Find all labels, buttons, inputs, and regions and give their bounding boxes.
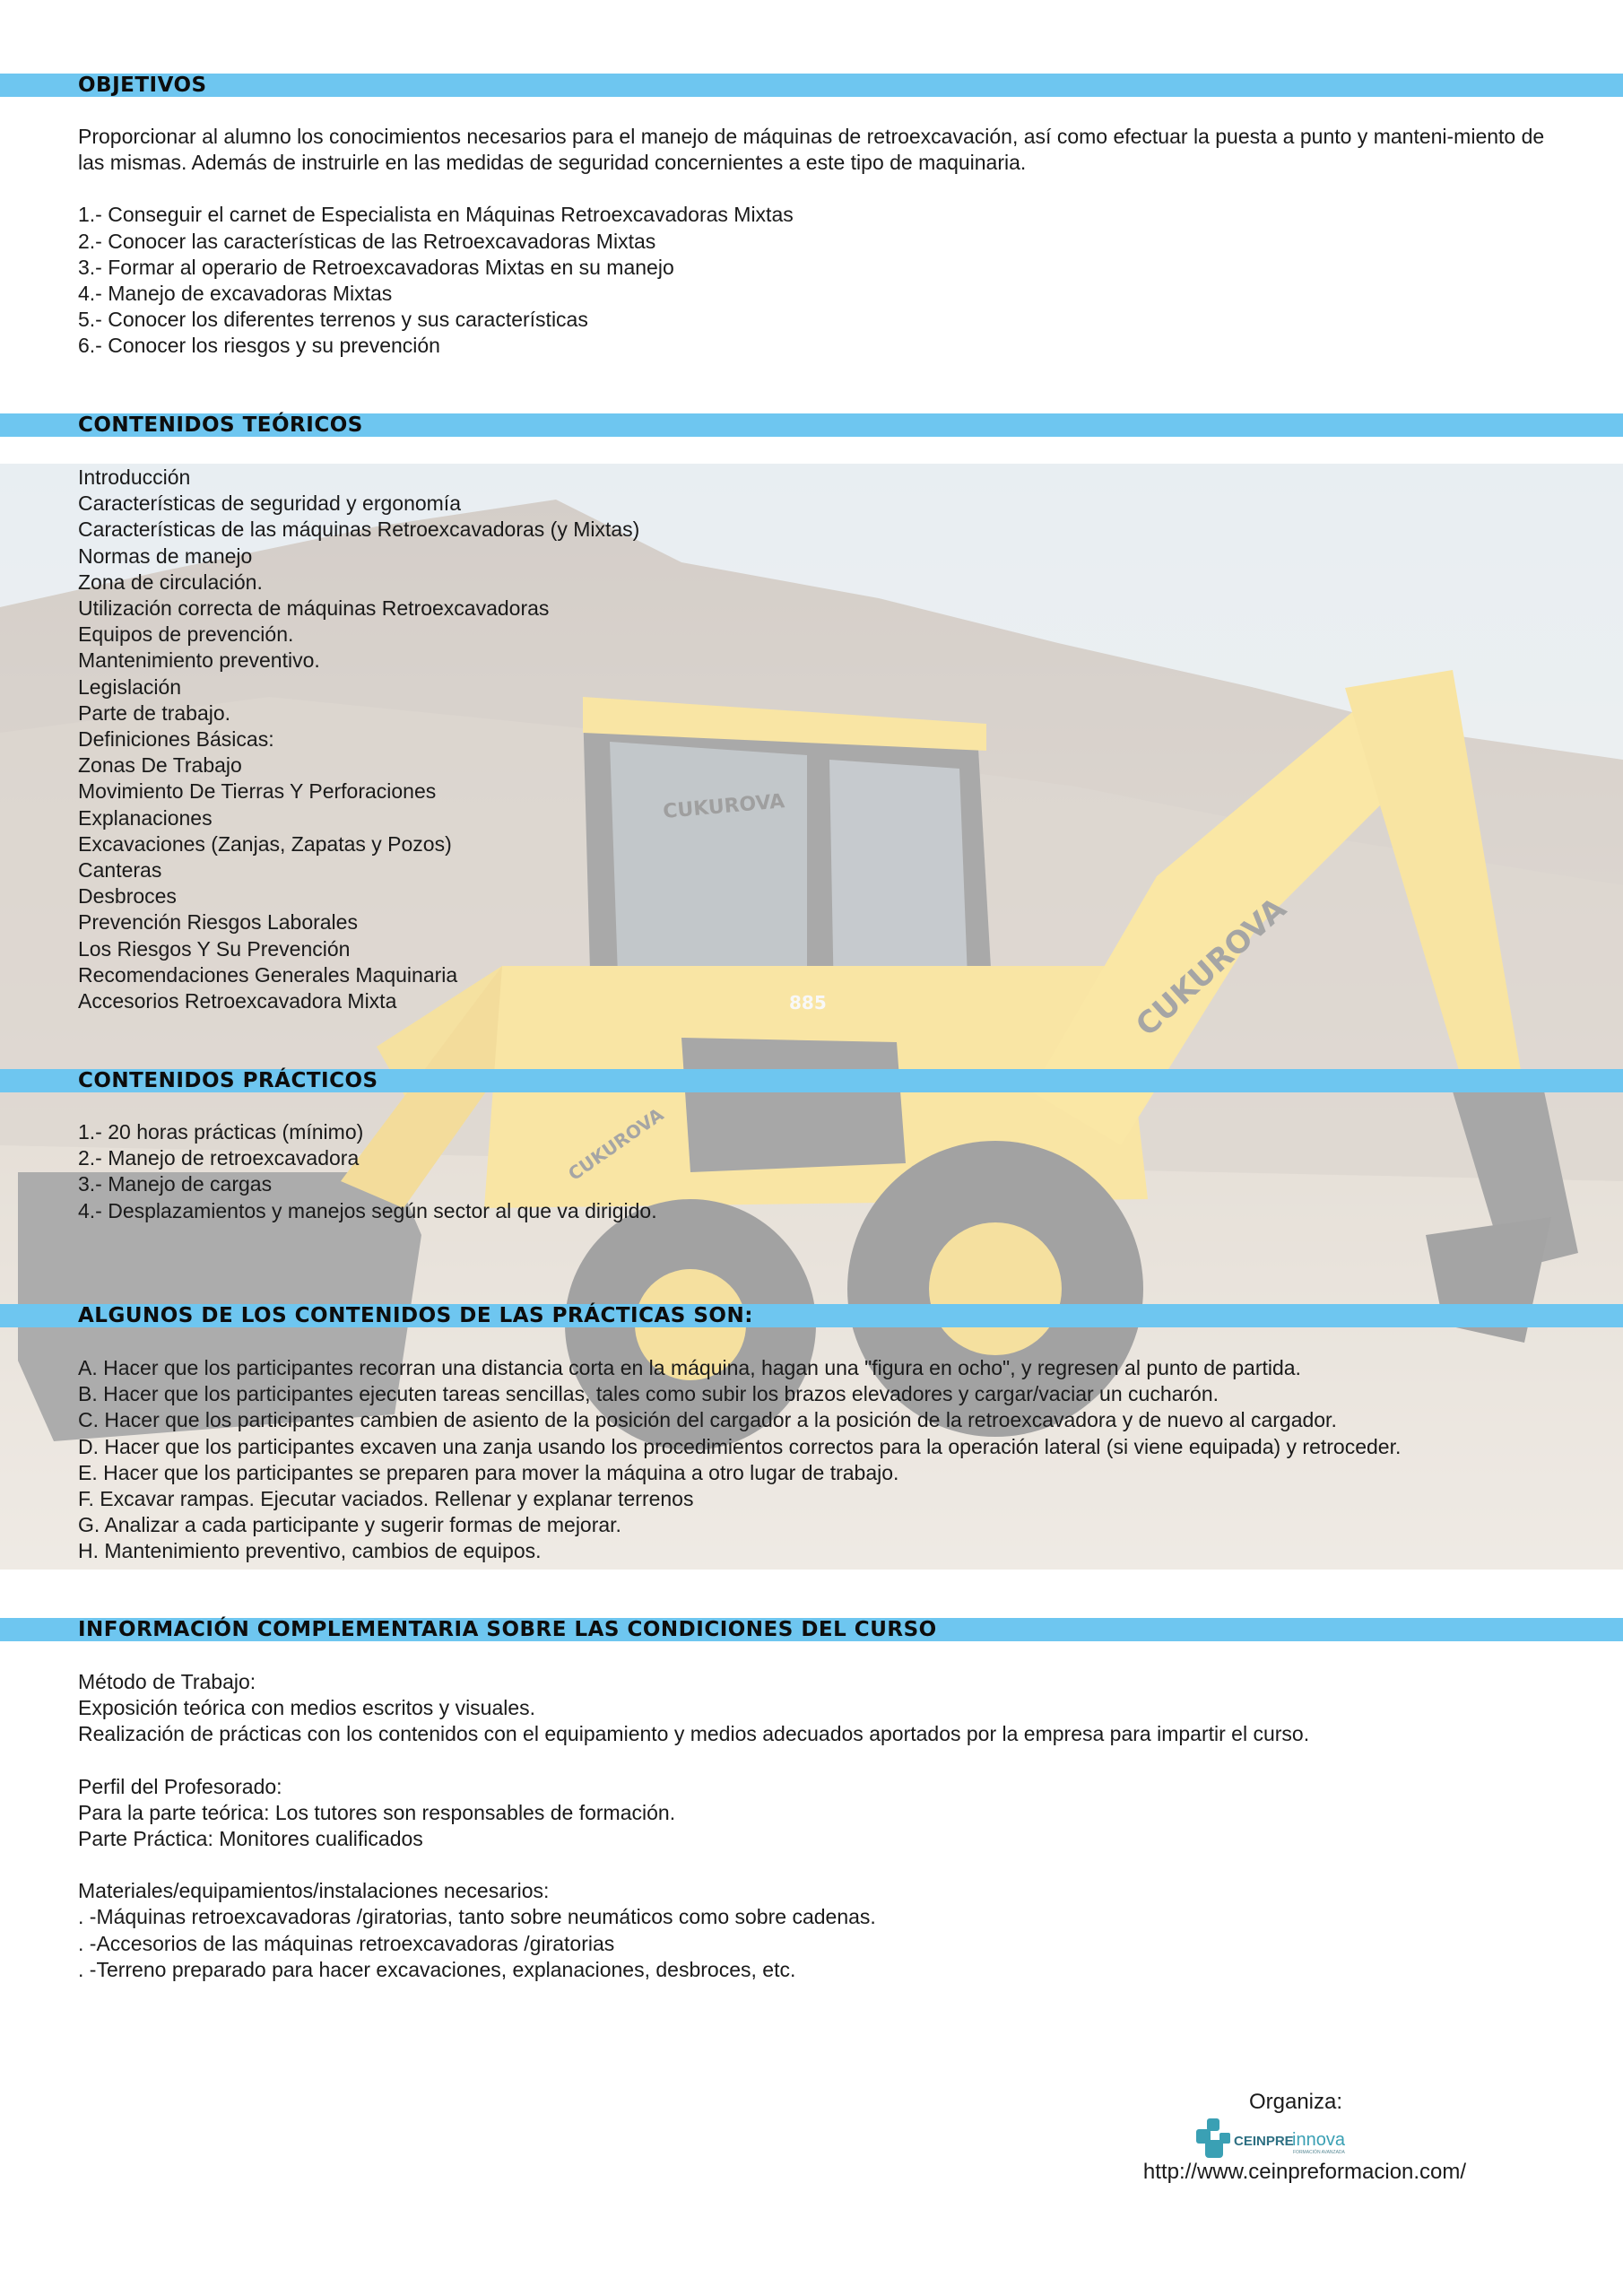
teorico-item: Utilización correcta de máquinas Retroexcavadoras bbox=[78, 596, 550, 621]
teorico-item: Equipos de prevención. bbox=[78, 622, 294, 647]
materiales-line: . -Máquinas retroexcavadoras /giratorias, tanto sobre neumáticos como sobre cadenas. bbox=[78, 1905, 876, 1929]
practico-item: 2.- Manejo de retroexcavadora bbox=[78, 1146, 360, 1170]
practica-item: E. Hacer que los participantes se preparen para mover la máquina a otro lugar de trabajo. bbox=[78, 1460, 899, 1484]
teorico-item: Parte de trabajo. bbox=[78, 700, 231, 725]
metodo-line: Realización de prácticas con los contenidos con el equipamiento y medios adecuados aportados por la empresa para impartir el curso. bbox=[78, 1722, 1310, 1746]
practica-item: H. Mantenimiento preventivo, cambios de equipos. bbox=[78, 1539, 542, 1563]
objetivos-body bbox=[78, 124, 1549, 360]
materiales-line: . -Accesorios de las máquinas retroexcavadoras /giratorias bbox=[78, 1931, 615, 1955]
teorico-item: Legislación bbox=[78, 674, 182, 699]
practica-item: C. Hacer que los participantes cambien de asiento de la posición del cargador a la posición de la retroexcavadora y de nuevo al cargador. bbox=[78, 1408, 1337, 1432]
teorico-item: Prevención Riesgos Laborales bbox=[78, 910, 358, 935]
practica-item: G. Analizar a cada participante y sugerir formas de mejorar. bbox=[78, 1513, 621, 1537]
teorico-item: Recomendaciones Generales Maquinaria bbox=[78, 962, 458, 987]
perfil-line: Para la parte teórica: Los tutores son responsables de formación. bbox=[78, 1800, 676, 1824]
practica-item: A. Hacer que los participantes recorran una distancia corta en la máquina, hagan una "figura en ocho", y regresen al punto de partida. bbox=[78, 1356, 1301, 1379]
perfil-line: Parte Práctica: Monitores cualificados bbox=[78, 1827, 423, 1851]
teorico-item: Normas de manejo bbox=[78, 544, 253, 568]
objetivo-item: 5.- Conocer los diferentes terrenos y sus características bbox=[78, 308, 588, 332]
teorico-item: Introducción bbox=[78, 465, 191, 489]
metodo-line: Exposición teórica con medios escritos y visuales. bbox=[78, 1696, 536, 1720]
practica-item: B. Hacer que los participantes ejecuten tareas sencillas, tales como subir los brazos elevadores y cargar/vaciar un cucharón. bbox=[78, 1382, 1219, 1406]
teorico-item: Desbroces bbox=[78, 884, 177, 909]
objetivo-item: 1.- Conseguir el carnet de Especialista en Máquinas Retroexcavadoras Mixtas bbox=[78, 203, 794, 227]
logo-text-b: innova bbox=[1292, 2130, 1345, 2150]
objetivo-item: 6.- Conocer los riesgos y su prevención bbox=[78, 334, 440, 358]
teorico-item: Explanaciones bbox=[78, 805, 213, 830]
teorico-item: Movimiento De Tierras Y Perforaciones bbox=[78, 779, 437, 804]
heading-info: INFORMACIÓN COMPLEMENTARIA SOBRE LAS CONDICIONES DEL CURSO bbox=[78, 1618, 937, 1641]
materiales-line: . -Terreno preparado para hacer excavaciones, explanaciones, desbroces, etc. bbox=[78, 1957, 796, 1981]
objetivos-intro: Proporcionar al alumno los conocimientos necesarios para el manejo de máquinas de retroexcavación, así como efectuar la puesta a punto y manteni-miento de las mismas. Además de instruirle en las medidas de seguridad concernientes a este tipo de maquinaria. bbox=[78, 125, 1545, 175]
practico-item: 4.- Desplazamientos y manejos según sector al que va dirigido. bbox=[78, 1198, 657, 1222]
heading-practicos: CONTENIDOS PRÁCTICOS bbox=[78, 1069, 378, 1092]
teorico-item: Características de las máquinas Retroexcavadoras (y Mixtas) bbox=[78, 517, 640, 542]
website-url[interactable]: http://www.ceinpreformacion.com/ bbox=[1142, 2160, 1467, 2184]
section-band-objetivos bbox=[0, 74, 1623, 97]
teorico-item: Mantenimiento preventivo. bbox=[78, 648, 320, 673]
teorico-item: Zonas De Trabajo bbox=[78, 753, 242, 778]
metodo-line: Método de Trabajo: bbox=[78, 1670, 256, 1693]
practico-item: 3.- Manejo de cargas bbox=[78, 1172, 273, 1196]
practicos-list bbox=[78, 1119, 1549, 1224]
teorico-item: Características de seguridad y ergonomía bbox=[78, 491, 461, 516]
logo-text-a: CEINPRE bbox=[1234, 2134, 1294, 2149]
organiza-label: Organiza: bbox=[1248, 2090, 1343, 2114]
teorico-item: Accesorios Retroexcavadora Mixta bbox=[78, 989, 397, 1013]
practico-item: 1.- 20 horas prácticas (mínimo) bbox=[78, 1120, 364, 1144]
heading-teoricos: CONTENIDOS TEÓRICOS bbox=[78, 413, 363, 437]
info-body bbox=[78, 1669, 1549, 1983]
practica-item: D. Hacer que los participantes excaven una zanja usando los procedimientos correctos para la operación lateral (si viene equipada) y retroceder. bbox=[78, 1434, 1402, 1458]
objetivo-item: 3.- Formar al operario de Retroexcavadoras Mixtas en su manejo bbox=[78, 255, 674, 279]
teorico-item: Canteras bbox=[78, 858, 162, 883]
teorico-item: Excavaciones (Zanjas, Zapatas y Pozos) bbox=[78, 831, 452, 856]
teorico-item: Los Riesgos Y Su Prevención bbox=[78, 936, 351, 961]
teorico-item: Zona de circulación. bbox=[78, 570, 263, 594]
heading-algunos: ALGUNOS DE LOS CONTENIDOS DE LAS PRÁCTICAS SON: bbox=[78, 1304, 753, 1327]
algunos-list bbox=[78, 1355, 1549, 1565]
logo-tagline: FORMACIÓN AVANZADA bbox=[1293, 2150, 1345, 2155]
objetivo-item: 4.- Manejo de excavadoras Mixtas bbox=[78, 282, 393, 306]
ceinpre-logo bbox=[1193, 2117, 1363, 2165]
materiales-line: Materiales/equipamientos/instalaciones necesarios: bbox=[78, 1879, 550, 1903]
teoricos-list bbox=[78, 465, 1549, 1014]
teorico-item: Definiciones Básicas: bbox=[78, 727, 274, 752]
perfil-line: Perfil del Profesorado: bbox=[78, 1774, 282, 1798]
heading-objetivos: OBJETIVOS bbox=[78, 74, 207, 97]
objetivo-item: 2.- Conocer las características de las Retroexcavadoras Mixtas bbox=[78, 229, 656, 253]
practica-item: F. Excavar rampas. Ejecutar vaciados. Rellenar y explanar terrenos bbox=[78, 1487, 694, 1511]
